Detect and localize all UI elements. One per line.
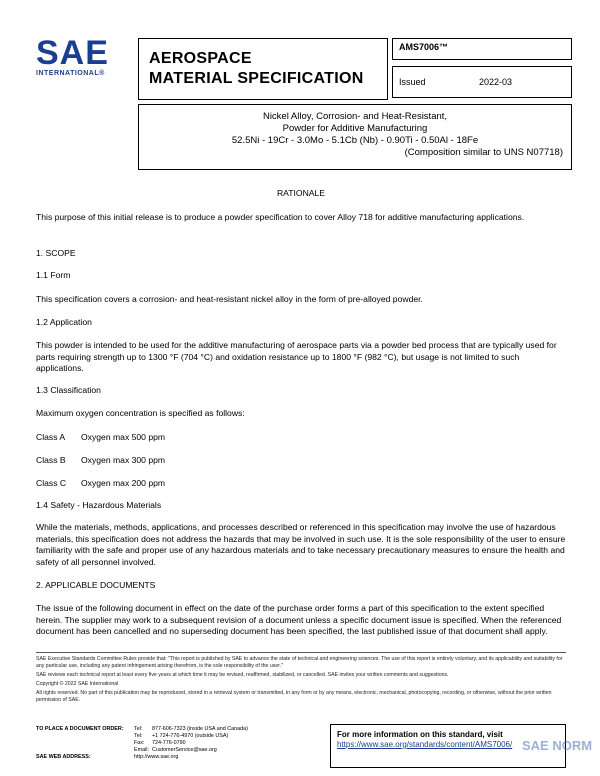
application-text: This powder is intended to be used for the additive manufacturing of aerospace parts via a powder bed process that are typically used for parts requiring strength up to 1300 °F (704 °C) and oxidation resistance up to 1800 °F (982 °C), but usage is not limited to such applications. (36, 340, 557, 373)
subject-line-1: Nickel Alloy, Corrosion- and Heat-Resistant, (262, 111, 448, 122)
logo-sae-text: SAE (36, 34, 109, 72)
subject-line-4: (Composition similar to UNS N07718) (404, 147, 563, 158)
class-label: Class C (36, 478, 67, 488)
title-line-1: AEROSPACE (149, 50, 252, 67)
web-label: SAE WEB ADDRESS: (36, 754, 91, 760)
class-value: Oxygen max 300 ppm (81, 455, 166, 465)
footer-divider (36, 652, 566, 653)
rationale-text: This purpose of this initial release is to produce a powder specification to cover Alloy 718 for additive manufacturing applications. (36, 212, 525, 222)
footer-review-paragraph: SAE reviews each technical report at least every five years at which time it may be revised, reaffirmed, stabilized, or cancelled. SAE invites your written comments and suggestions. (36, 672, 449, 678)
title-box (138, 38, 388, 100)
more-info-title: For more information on this standard, visit (337, 730, 503, 739)
fax-value: 724-776-0790 (152, 740, 186, 746)
form-text: This specification covers a corrosion- and heat-resistant nickel alloy in the form of pre-alloyed powder. (36, 294, 423, 304)
logo-international-text: INTERNATIONAL® (36, 70, 105, 77)
scope-heading: 1. SCOPE (36, 248, 76, 258)
subject-box (138, 104, 572, 170)
classification-text: Maximum oxygen concentration is specified as follows: (36, 408, 245, 418)
order-label: TO PLACE A DOCUMENT ORDER: (36, 726, 124, 732)
tel2-label: Tel: (134, 733, 143, 739)
more-info-link[interactable]: https://www.sae.org/standards/content/AMS7006/ (337, 740, 513, 749)
email-label: Email: (134, 747, 149, 753)
document-type-title (139, 39, 387, 89)
web-value[interactable]: http://www.sae.org (134, 754, 179, 760)
spec-number-box (392, 38, 572, 60)
applicable-heading: 2. APPLICABLE DOCUMENTS (36, 580, 156, 590)
class-value: Oxygen max 500 ppm (81, 432, 166, 442)
applicable-text: The issue of the following document in effect on the date of the purchase order forms a part of this specification to the extent specified herein. The supplier may work to a subsequent revision of a document unless a specific document issue is specified. When the referenced document has been cancelled and no superseding document has been specified, the last published issue of that document shall apply. (36, 603, 562, 636)
fax-label: Fax: (134, 740, 145, 746)
title-line-2: MATERIAL SPECIFICATION (149, 70, 364, 87)
subject-line-3: 52.5Ni - 19Cr - 3.0Mo - 5.1Cb (Nb) - 0.90Ti - 0.50Al - 18Fe (231, 135, 479, 146)
form-heading: 1.1 Form (36, 270, 71, 280)
subject-line-2: Powder for Additive Manufacturing (282, 123, 428, 134)
tel2-value: +1 724-776-4970 (outside USA) (152, 733, 229, 739)
rationale-heading: RATIONALE (276, 188, 326, 198)
footer-notices (36, 656, 566, 704)
application-heading: 1.2 Application (36, 317, 92, 327)
footer-copyright: Copyright © 2022 SAE International (36, 681, 119, 687)
class-row (36, 478, 566, 490)
footer-rules-paragraph: SAE Executive Standards Committee Rules provide that: "This report is published by SAE to advance the state of technical and engineering sciences. The use of this report is entirely voluntary, and its applicability and suitability for any particular use, including any patent infringement arising therefrom, is the sole responsibility of the user." (36, 656, 563, 669)
order-contacts (36, 726, 248, 761)
class-row (36, 455, 566, 467)
footer-rights-paragraph: All rights reserved. No part of this publication may be reproduced, stored in a retrieval system or transmitted, in any form or by any means, electronic, mechanical, photocopying, recording, or otherwise, without the prior written permission of SAE. (36, 690, 552, 703)
tel-value: 877-606-7323 (inside USA and Canada) (152, 726, 248, 732)
classification-heading: 1.3 Classification (36, 385, 101, 395)
sae-logo (36, 36, 132, 96)
safety-heading: 1.4 Safety - Hazardous Materials (36, 500, 162, 510)
class-label: Class A (36, 432, 66, 442)
issued-label: Issued (399, 77, 426, 87)
class-label: Class B (36, 455, 66, 465)
class-value: Oxygen max 200 ppm (81, 478, 166, 488)
issued-box (392, 66, 572, 98)
safety-text: While the materials, methods, applications, and processes described or referenced in this specification may involve the use of hazardous materials, this specification does not address the hazards that may be involved in such use. It is the sole responsibility of the user to ensure familiarity with the safe and proper use of any hazardous materials and to take necessary precautionary measures to ensure the health and safety of all personnel involved. (36, 522, 566, 567)
email-value[interactable]: CustomerService@sae.org (152, 747, 217, 753)
class-row (36, 432, 566, 444)
issued-date: 2022-03 (479, 77, 513, 87)
watermark-logo: SAE NORM (522, 738, 593, 753)
tel-label: Tel: (134, 726, 143, 732)
spec-number: AMS7006™ (399, 42, 449, 52)
